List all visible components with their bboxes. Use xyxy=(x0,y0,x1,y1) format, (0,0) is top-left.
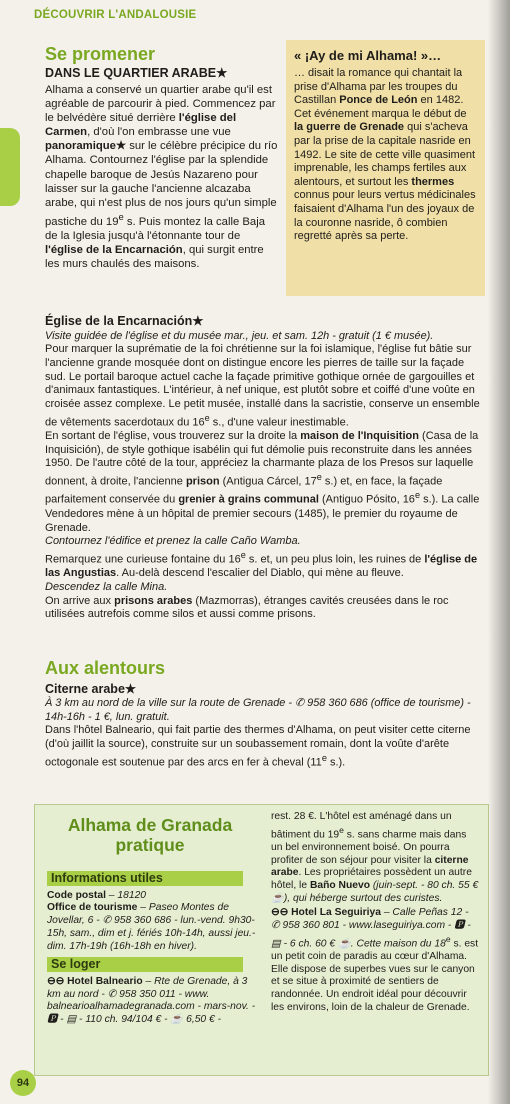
encarnacion-title: Église de la Encarnación★ xyxy=(45,314,204,328)
quote-title: « ¡Ay de mi Alhama! »… xyxy=(294,48,442,63)
encarnacion-section xyxy=(45,314,485,622)
quartier-arabe-text: Alhama a conservé un quartier arabe qu'il est agréable de parcourir à pied. Commencez par le belvédère situé derrière l'église del Carmen, d'où l'on embrasse une vue panoramique★ sur le célèbre précipice du río Alhama. Contournez l'église par la splendide chapelle baroque de Jesús Nazareno pour laisser sur la gauche l'ancienne alcazaba arabe, qui n'est plus de nos jours qu'un simple pastiche du 19e s. Puis montez la calle Baja de la Iglesia jusqu'à l'étonnante tour de l'église de la Encarnación, qui surgit entre les murs chaulés des maisons. xyxy=(45,84,278,270)
encarnacion-paragraph-1: Pour marquer la suprématie de la foi chrétienne sur la foi islamique, l'église fut bâtie sur l'ancienne grande mosquée dont on distingue encore les pierres de taille sur la façade sud. Le portail baroque actuel cache la façade primitive gothique ornée de gargouilles et d'animaux fantastiques. L'intérieur, à nef unique, est plutôt sobre et coiffé d'une voûte en croisée assez complexe. Le petit musée, installé dans la sacristie, conserve un ensemble de vêtements sacerdotaux du 16e s., d'une valeur inestimable. xyxy=(45,343,480,429)
citerne-text: Dans l'hôtel Balneario, qui fait partie des thermes d'Alhama, on peut visiter cette citerne (d'où jaillit la source), construite sur un soubassement romain, dont la voûte d'arête octogonale est soutenue par des arcs en fer à cheval (11e s.). xyxy=(45,724,471,769)
alentours-title: Aux alentours xyxy=(45,658,166,678)
encarnacion-paragraph-2: En sortant de l'église, vous trouverez sur la droite la maison de l'Inquisition (Casa de la Inquisición), de style gothique isabélin qui fut démolie puis reconstruite dans les années 1950. De l'autre côté de la tour, appréciez la charmante plaza de los Presos sur laquelle donnent, à droite, l'ancienne prison (Antigua Cárcel, 17e s.) et, en face, la façade parfaitement conservée du grenier à grains communal (Antiguo Pósito, 16e s.). La calle Vendedores mène à un hôpital de premier secours (1485), le premier du royaume de Grenade. xyxy=(45,429,480,534)
quote-text: … disait la romance qui chantait la prise d'Alhama par les troupes du Castillan Ponce de León en 1482. Cet événement marqua le début de la guerre de Grenade qui s'acheva par la prise de la capitale nasride en 1492. Le site de cette ville quasiment imprenable, les champs fertiles aux alentours, et surtout les thermes connus pour leurs vertus médicinales faisaient d'Alhama l'un des joyaux de la couronne nasride, ô combien regretté après sa perte. xyxy=(294,67,476,243)
hotel-balneario: ⊖⊖ Hotel Balneario – Rte de Grenade, à 3 km au nord - ✆ 958 350 011 - www. balnearioalhamadegranada.com - mars-nov. - 🅿 - ▤ - 110 ch. 94/104 € - ☕ 6,50 € - xyxy=(47,975,256,1026)
direction-caño-wamba: Contournez l'édifice et prenez la calle Caño Wamba. xyxy=(45,535,301,548)
chapter-tab xyxy=(0,128,20,206)
pratique-left-column xyxy=(47,871,257,1027)
section-header: DÉCOUVRIR L'ANDALOUSIE xyxy=(34,9,197,21)
se-promener-title: Se promener xyxy=(45,44,156,64)
citerne-subtitle: Citerne arabe★ xyxy=(45,682,137,696)
hotel-balneario-description: rest. 28 €. L'hôtel est aménagé dans un bâtiment du 19e s. sans charme mais dans un bel environnement boisé. On pourra profiter de son séjour pour visiter la citerne arabe. Les propriétaires possèdent un autre hôtel, le Baño Nuevo (juin-sept. - 80 ch. 55 € ☕), qui héberge surtout des curistes. xyxy=(271,811,479,904)
pratique-box xyxy=(34,804,489,1076)
promenade-column xyxy=(45,44,278,271)
encarnacion-paragraph-4: On arrive aux prisons arabes (Mazmorras), étranges cavités creusées dans le roc utilisées autrefois comme silos et aussi comme prisons. xyxy=(45,594,449,621)
alentours-section xyxy=(45,658,485,770)
direction-calle-mina: Descendez la calle Mina. xyxy=(45,580,168,593)
page-number: 94 xyxy=(10,1070,36,1096)
citerne-info: À 3 km au nord de la ville sur la route de Grenade - ✆ 958 360 686 (office de tourisme) - 14h-16h - 1 €, lun. gratuit. xyxy=(45,697,471,723)
office-tourisme: Office de tourisme – Paseo Montes de Jovellar, 6 - ✆ 958 360 686 - lun.-vend. 9h30-15h, sam., dim et j. fériés 10h-14h, aussi jeu.-dim. 17h-19h (16h-18h en hiver). xyxy=(47,902,256,952)
pratique-title: Alhama de Granada pratique xyxy=(67,815,233,855)
encarnacion-info: Visite guidée de l'église et du musée mar., jeu. et sam. 12h - gratuit (1 € musée). xyxy=(45,330,434,342)
quartier-arabe-subtitle: DANS LE QUARTIER ARABE★ xyxy=(45,66,228,80)
encarnacion-paragraph-3: Remarquez une curieuse fontaine du 16e s. et, un peu plus loin, les ruines de l'église de las Angustias. Au-delà descend l'escalier del Diablo, qui mène au fleuve. xyxy=(45,549,478,580)
hotel-la-seguiriya: ⊖⊖ Hotel La Seguiriya – Calle Peñas 12 - ✆ 958 360 801 - www.laseguiriya.com - 🅿 - ▤ - 6 ch. 60 € ☕. Cette maison du 18e s. est un petit coin de paradis au cœur d'Alhama. Elle dispose de superbes vues sur le canyon et se situe à proximité de sentiers de randonnée. Un endroit idéal pour découvrir les environs, loin de la chaleur de Grenade. xyxy=(271,907,479,1013)
pratique-right-column xyxy=(271,811,479,1014)
page-edge-shadow xyxy=(488,0,510,1104)
se-loger-header: Se loger xyxy=(47,957,243,972)
alhama-quote-box xyxy=(286,40,485,296)
code-postal: Code postal – 18120 xyxy=(47,889,147,901)
informations-utiles-header: Informations utiles xyxy=(47,871,243,886)
